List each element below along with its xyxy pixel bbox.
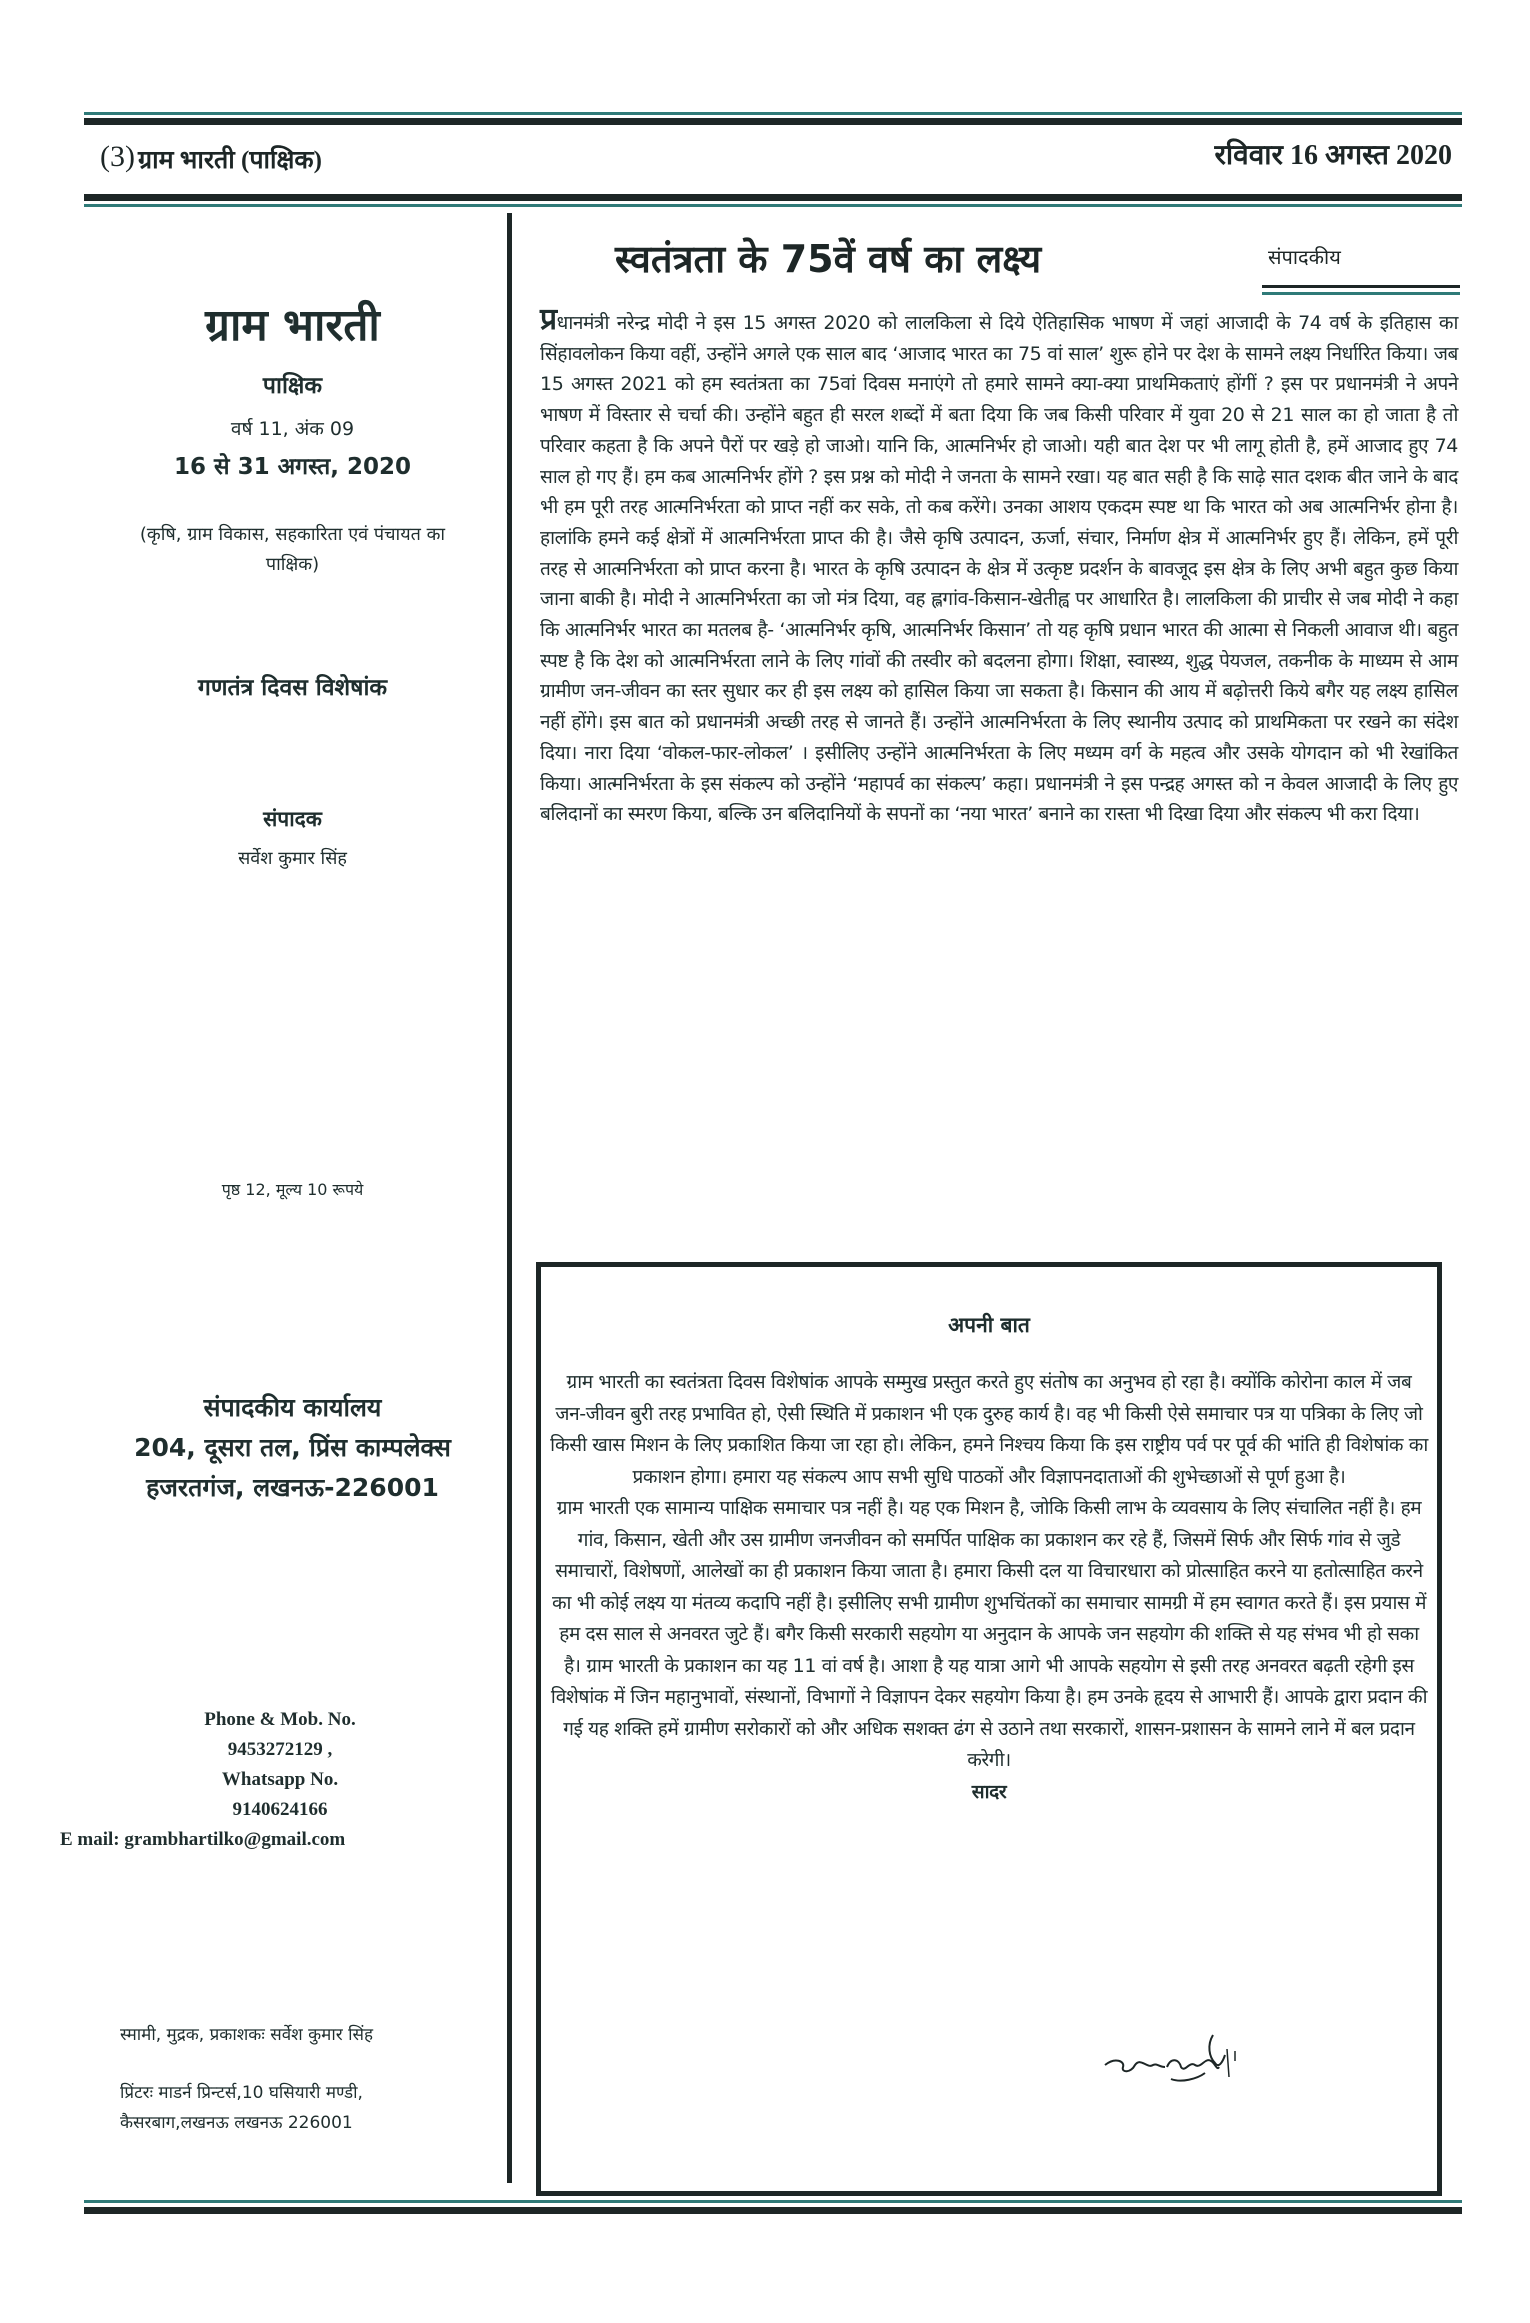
header-publication: ग्राम भारती (पाक्षिक) (138, 147, 322, 174)
printer-line-1: प्रिंटरः माडर्न प्रिन्टर्स,10 घसियारी मण्डी, (120, 2083, 363, 2103)
office-block (90, 1388, 495, 1508)
apni-baat-body (549, 1367, 1429, 1808)
editor-name: सर्वेश कुमार सिंह (238, 848, 347, 869)
column-divider (507, 213, 512, 2183)
masthead: ग्राम भारती (205, 300, 380, 351)
closing: सादर (971, 1780, 1007, 1803)
owner-publisher: स्मामी, मुद्रक, प्रकाशकः सर्वेश कुमार सिंह (120, 2025, 374, 2045)
apni-baat-paragraph: ग्राम भारती का स्वतंत्रता दिवस विशेषांक आपके सम्मुख प्रस्तुत करते हुए संतोष का अनुभव हो रहा है। क्योंकि कोरोना काल में जब जन-जीवन बुरी तरह प्रभावित हो, ऐसी स्थिति में प्रकाशन भी एक दुरुह कार्य है। वह भी किसी ऐसे समाचार पत्र या पत्रिका के लिए जो किसी खास मिशन के लिए प्रकाशित किया जा रहा हो। लेकिन, हमने निश्चय किया कि इस राष्ट्रीय पर्व पर पूर्व की भांति ही विशेषांक का प्रकाशन होगा। हमारा यह संकल्प आप सभी सुधि पाठकों और विज्ञापनदाताओं की शुभेच्छाओं से पूर्ण हुआ है। (550, 1371, 1428, 1488)
office-label: संपादकीय कार्यालय (203, 1393, 382, 1422)
apni-baat-box (536, 1262, 1442, 2196)
email: E mail: grambhartilko@gmail.com (60, 1829, 346, 1850)
signature-image (1101, 2027, 1261, 2107)
apni-baat-title: अपनी बात (948, 1313, 1030, 1337)
special-issue: गणतंत्र दिवस विशेषांक (197, 675, 388, 701)
bottom-rule-thick (84, 2207, 1462, 2214)
tag-rule-dark (1262, 285, 1460, 288)
editorial-tag: संपादकीय (1268, 245, 1341, 269)
header-rule-thick (84, 194, 1462, 201)
editorial-title: स्वतंत्रता के 75वें वर्ष का लक्ष्य (615, 237, 1042, 281)
printer-line-2: कैसरबाग,लखनऊ लखनऊ 226001 (120, 2113, 353, 2133)
volume-issue: वर्ष 11, अंक 09 (230, 418, 355, 440)
pages-price: पृष्ठ 12, मूल्य 10 रूपये (221, 1180, 364, 1199)
publication-description: (कृषि, ग्राम विकास, सहकारिता एवं पंचायत का पाक्षिक) (139, 524, 446, 575)
frequency: पाक्षिक (262, 373, 323, 399)
editorial-text: धानमंत्री नरेन्द्र मोदी ने इस 15 अगस्त 2020 को लालकिला से दिये ऐतिहासिक भाषण में जहां आजादी के 74 वर्ष के इतिहास का सिंहावलोकन किया वहीं, उन्होंने अगले एक साल बाद ‘आजाद भारत का 75 वां साल’ शुरू होने पर देश के सामने लक्ष्य निर्धारित किया। जब 15 अगस्त 2021 को हम स्वतंत्रता का 75वां दिवस मनाएंगे तो हमारे सामने क्या-क्या प्राथमिकताएं होंगीं ? इस पर प्रधानमंत्री ने अपने भाषण में विस्तार से चर्चा की। उन्होंने बहुत ही सरल शब्दों में बता दिया कि जब किसी परिवार में युवा 20 से 21 साल का हो जाता है तो परिवार कहता है कि अपने पैरों पर खड़े हो जाओ। यानि कि, आत्मनिर्भर हो जाओ। यही बात देश पर भी लागू होती है, हमें आजाद हुए 74 साल हो गए हैं। हम कब आत्मनिर्भर होंगे ? इस प्रश्न को मोदी ने जनता के सामने रखा। यह बात सही है कि साढ़े सात दशक बीत जाने के बाद भी हम पूरी तरह आत्मनिर्भरता को प्राप्त नहीं कर सके, तो कब करेंगे। उनका आशय एकदम स्पष्ट था कि भारत को अब आत्मनिर्भर होना है। हालांकि हमने कई क्षेत्रों में आत्मनिर्भरता प्राप्त की है। जैसे कृषि उत्पादन, ऊर्जा, संचार, निर्माण क्षेत्र में आत्मनिर्भर हुए हैं। लेकिन, हमें पूरी तरह से आत्मनिर्भरता को प्राप्त करना है। भारत के कृषि उत्पादन के क्षेत्र में उत्कृष्ट प्रदर्शन के बावजूद इस क्षेत्र के लिए अभी बहुत कुछ किया जाना बाकी है। मोदी ने आत्मनिर्भरता का जो मंत्र दिया, वह ह्लगांव-किसान-खेतीह्व पर आधारित है। लालकिला की प्राचीर से जब मोदी ने कहा कि आत्मनिर्भर भारत का मतलब है- ‘आत्मनिर्भर कृषि, आत्मनिर्भर किसान’ तो यह कृषि प्रधान भारत की आत्मा से निकली आवाज थी। बहुत स्पष्ट है कि देश को आत्मनिर्भरता लाने के लिए गांवों की तस्वीर को बदलना होगा। शिक्षा, स्वास्थ्य, शुद्ध पेयजल, तकनीक के माध्यम से आम ग्रामीण जन-जीवन का स्तर सुधार कर ही इस लक्ष्य को हासिल किया जा सकता है। किसान की आय में बढ़ोत्तरी किये बगैर यह लक्ष्य हासिल नहीं होंगे। इस बात को प्रधानमंत्री अच्छी तरह से जानते हैं। उन्होंने आत्मनिर्भरता के लिए स्थानीय उत्पाद को प्राथमिकता पर रखने का संदेश दिया। नारा दिया ‘वोकल-फार-लोकल’ । इसीलिए उन्होंने आत्मनिर्भरता के लिए मध्यम वर्ग के महत्व और उसके योगदान को भी रेखांकित किया। आत्मनिर्भरता के इस संकल्प को उन्होंने ‘महापर्व का संकल्प’ कहा। प्रधानमंत्री ने इस पन्द्रह अगस्त को न केवल आजादी के लिए हुए बलिदानों का स्मरण किया, बल्कि उन बलिदानियों के सपनों का ‘नया भारत’ बनाने का रास्ता भी दिखा दिया और संकल्प भी करा दिया। (540, 312, 1458, 826)
phone-number: 9453272129 , (227, 1739, 333, 1760)
whatsapp-number: 9140624166 (232, 1799, 328, 1820)
tag-rule-accent (1262, 292, 1460, 295)
page-number: (3) (100, 140, 135, 173)
editorial-body (540, 302, 1458, 830)
header-rule-thin (84, 204, 1462, 207)
printer-block (120, 2078, 500, 2138)
top-rule-thick (84, 118, 1462, 125)
office-address-line-1: 204, दूसरा तल, प्रिंस काम्पलेक्स (134, 1433, 451, 1462)
phone-label: Phone & Mob. No. (204, 1709, 356, 1730)
date-range: 16 से 31 अगस्त, 2020 (174, 454, 411, 480)
bottom-rule-thin (84, 2200, 1462, 2203)
office-address-line-2: हजरतगंज, लखनऊ-226001 (146, 1473, 439, 1502)
whatsapp-label: Whatsapp No. (221, 1769, 339, 1790)
editor-label: संपादक (263, 807, 322, 831)
apni-baat-paragraph: ग्राम भारती एक सामान्य पाक्षिक समाचार पत्र नहीं है। यह एक मिशन है, जोकि किसी लाभ के व्यवसाय के लिए संचालित नहीं है। हम गांव, किसान, खेती और उस ग्रामीण जनजीवन को समर्पित पाक्षिक का प्रकाशन कर रहे हैं, जिसमें सिर्फ और सिर्फ गांव से जुडे समाचारों, विशेषणों, आलेखों का ही प्रकाशन किया जाता है। हमारा किसी दल या विचारधारा को प्रोत्साहित करने या हतोत्साहित करने का भी कोई लक्ष्य या मंतव्य कदापि नहीं है। इसीलिए सभी ग्रामीण शुभचिंतकों का समाचार सामग्री में हम स्वागत करते हैं। इस प्रयास में हम दस साल से अनवरत जुटे हैं। बगैर किसी सरकारी सहयोग या अनुदान के आपके जन सहयोग की शक्ति से यह संभव भी हो सका है। ग्राम भारती के प्रकाशन का यह 11 वां वर्ष है। आशा है यह यात्रा आगे भी आपके सहयोग से इसी तरह अनवरत बढ़ती रहेगी इस विशेषांक में जिन महानुभावों, संस्थानों, विभागों ने विज्ञापन देकर सहयोग किया है। हम उनके हृदय से आभारी हैं। आपके द्वारा प्रदान की गई यह शक्ति हमें ग्रामीण सरोकारों को और अधिक सशक्त ढंग से उठाने तथा सरकारों, शासन-प्रशासन के सामने लाने में बल प्रदान करेगी। (550, 1497, 1428, 1771)
top-rule-thin (84, 112, 1462, 115)
contact-block (60, 1705, 500, 1855)
header-date: रविवार 16 अगस्त 2020 (1214, 140, 1452, 171)
drop-cap: प्र (540, 302, 557, 337)
